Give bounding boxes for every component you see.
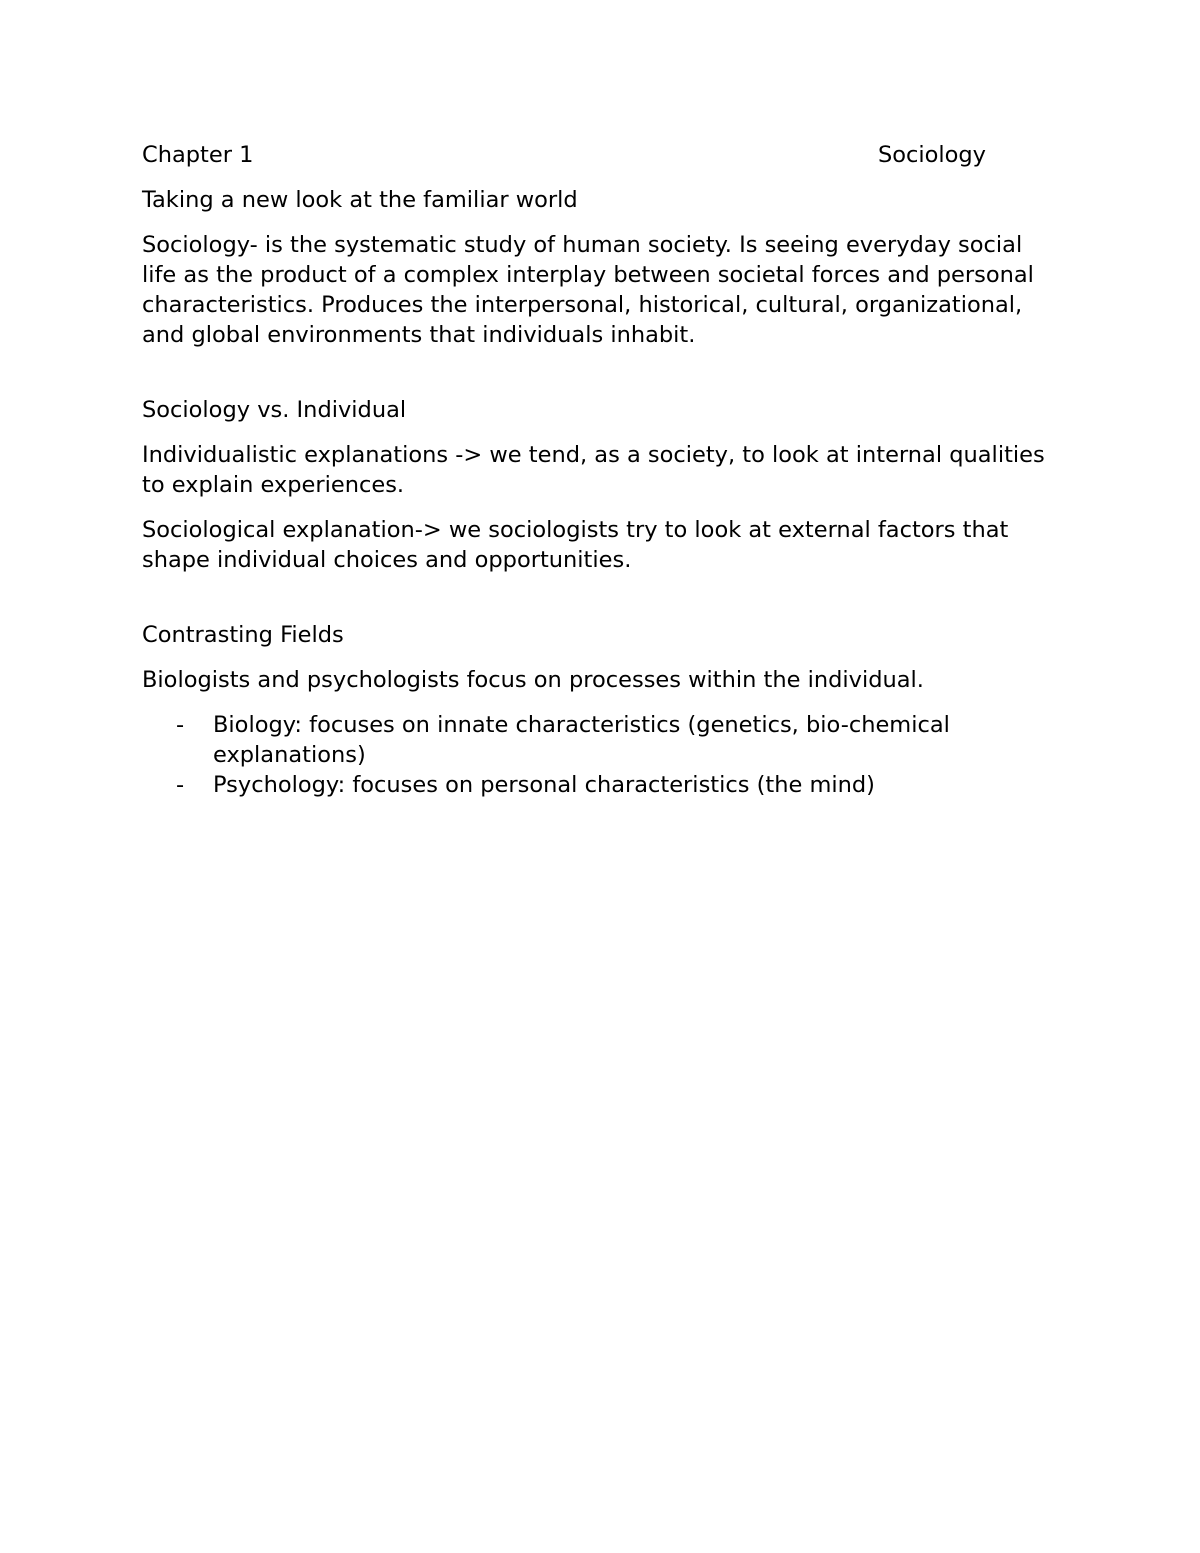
dash-bullet-icon: - [176,712,185,738]
list-item-text: Biology: focuses on innate characteristics (genetics, bio-chemical explanations) [213,712,950,768]
vs-section-title: Sociology vs. Individual [142,397,407,423]
document-page [142,140,1062,800]
contrast-intro-paragraph: Biologists and psychologists focus on processes within the individual. [142,667,924,693]
dash-bullet-icon: - [176,772,185,798]
chapter-label: Chapter 1 [142,142,254,168]
spacer [142,365,1062,395]
spacer [142,590,1062,620]
list-item-psychology [142,770,1062,800]
list-item-text: Psychology: focuses on personal characteristics (the mind) [213,772,875,798]
document-header [142,140,986,170]
definition-paragraph: Sociology- is the systematic study of human society. Is seeing everyday social life as the product of a complex interplay between societal forces and personal characteristics. Produces the interpersonal, historical, cultural, organizational, and global environments that individuals inhabit. [142,232,1034,348]
subject-label: Sociology [877,142,986,168]
list-item-biology [142,710,1062,770]
sociological-paragraph: Sociological explanation-> we sociologists try to look at external factors that shape individual choices and opportunities. [142,517,1009,573]
individualistic-paragraph: Individualistic explanations -> we tend, as a society, to look at internal qualities to explain experiences. [142,442,1045,498]
fields-list [142,710,1062,800]
intro-title: Taking a new look at the familiar world [142,187,578,213]
contrast-section-title: Contrasting Fields [142,622,344,648]
